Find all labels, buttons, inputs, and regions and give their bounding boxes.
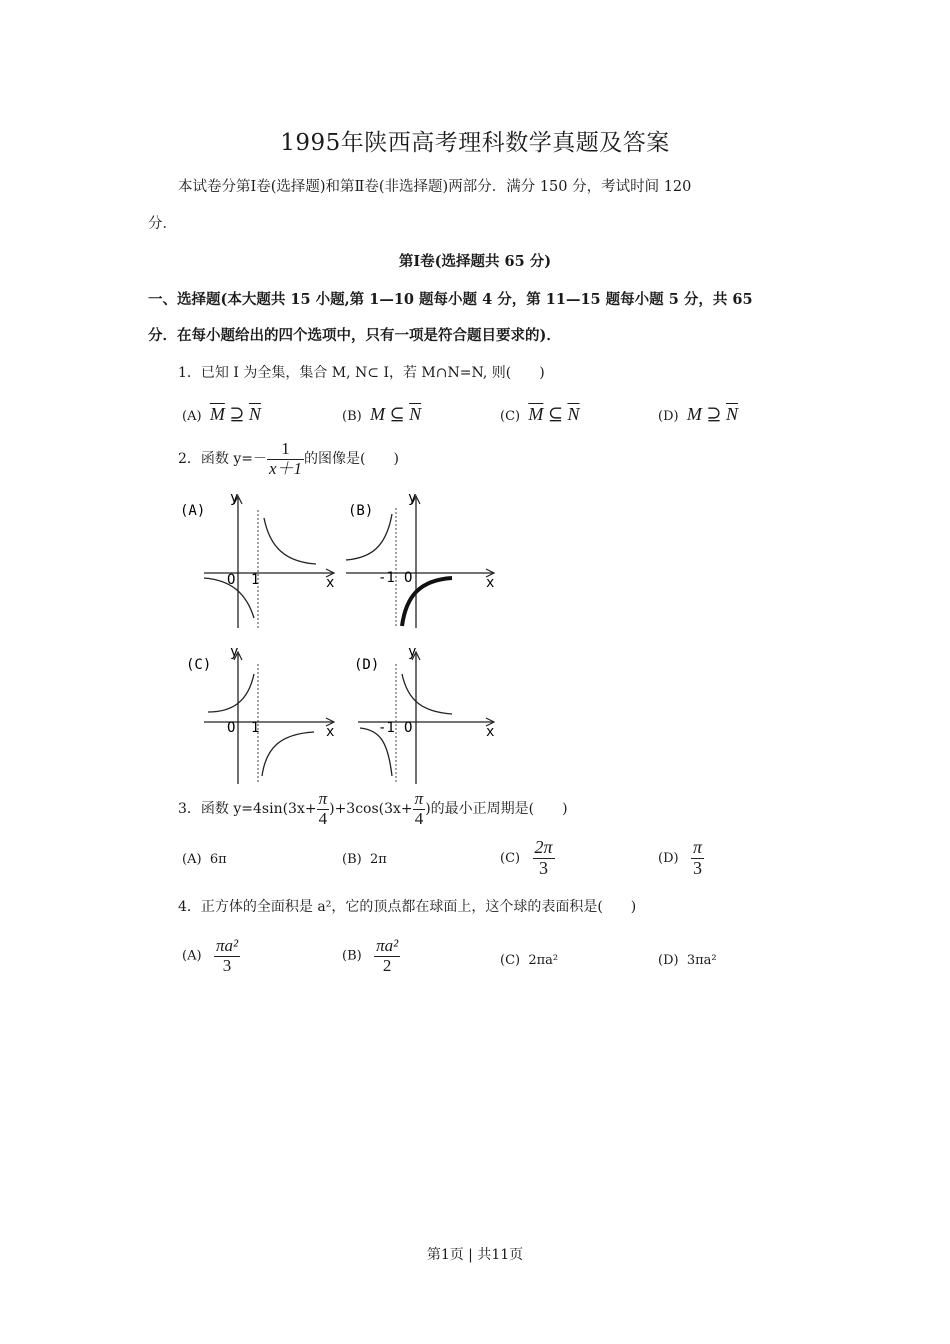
option-label: (A) [182,409,202,424]
intro-line-1: 本试卷分第Ⅰ卷(选择题)和第Ⅱ卷(非选择题)两部分．满分 150 分，考试时间 120 [178,179,692,195]
graph-c [174,644,344,788]
origin-label: O [227,572,236,588]
option-label: (B) [342,852,362,867]
q4-option-d [658,953,717,968]
option-rhs: $\overline{N}$ [725,404,738,424]
question-2-text [178,440,399,478]
graph-label: (B) [348,503,374,519]
fraction-numerator: 2π [534,837,553,857]
question-3-text [178,790,568,828]
x-axis-label: x [326,724,335,740]
q3-option-c [500,838,555,879]
fraction-numerator: π [414,789,424,808]
option-label: (C) [500,409,521,424]
origin-label: O [404,570,413,586]
option-label: (D) [658,953,679,968]
intro-line-2: 分． [148,216,177,232]
option-value: 3πa² [686,953,717,968]
x-axis-label: x [486,575,495,591]
q3-option-d [658,838,704,879]
graph-b [340,488,510,632]
graph-d [340,644,510,788]
fraction-numerator: 1 [267,440,304,460]
q2-prefix: 2．函数 y=－ [178,451,267,468]
option-value: 2π [369,852,387,867]
q3-option-b [342,852,387,867]
y-axis-label: y [408,644,417,660]
option-fraction [214,937,240,975]
fraction-numerator: πa² [215,936,239,955]
option-rhs: $\overline{N}$ [248,404,261,424]
q1-option-d [658,404,738,425]
x-axis-label: x [486,724,495,740]
curve-branch [262,732,314,776]
curve-branch [264,518,316,564]
q3-prefix: 3．函数 y=4sin(3x+ [178,801,317,818]
fraction-numerator: π [318,789,328,808]
option-lhs: M [686,404,702,424]
y-axis-label: y [408,490,417,506]
option-label: (A) [182,852,202,867]
option-value: 2πa² [528,953,559,968]
part1-heading: 第Ⅰ卷(选择题共 65 分) [398,253,552,270]
option-rhs: $\overline{N}$ [409,404,422,424]
option-op: ⊆ [543,404,568,424]
option-op: ⊇ [224,404,249,424]
fraction-denominator: 3 [539,857,549,878]
fraction-denominator: 2 [382,955,392,975]
page-title: 1995年陕西高考理科数学真题及答案 [280,130,670,156]
option-fraction [691,838,704,879]
question-4-text: 4．正方体的全面积是 a²，它的顶点都在球面上，这个球的表面积是( ) [178,899,637,915]
option-label: (C) [500,850,521,866]
y-axis-label: y [230,644,239,660]
fraction-denominator: x＋1 [269,458,303,478]
q3-fraction-1 [317,790,330,828]
curve-branch [208,674,254,712]
q4-option-a [182,937,240,975]
option-rhs: $\overline{N}$ [567,404,580,424]
x-axis-label: x [326,575,335,591]
tick-label: -1 [378,720,395,736]
fraction-denominator: 3 [222,955,232,975]
fraction-denominator: 4 [414,808,424,828]
fraction-denominator: 4 [318,808,328,828]
graph-label: (D) [354,657,380,673]
option-label: (D) [658,850,679,866]
curve-branch [346,514,392,560]
fraction-numerator: πa² [376,936,399,955]
q2-suffix: 的图像是( ) [304,451,399,468]
tick-label: -1 [378,570,395,586]
option-label: (B) [342,948,362,964]
option-label: (A) [182,948,202,964]
tick-label: 1 [251,572,260,588]
q3-option-a [182,852,227,867]
tick-label: 1 [251,720,260,736]
q4-option-c [500,953,558,968]
q2-fraction [267,440,304,478]
option-fraction [533,838,555,879]
option-lhs: M [369,404,385,424]
question-1-text: 1．已知 I 为全集，集合 M, N⊂ I，若 M∩N=N, 则( ) [178,365,545,381]
page-footer: 第1页 | 共11页 [426,1247,524,1263]
graph-label: (A) [180,503,206,519]
origin-label: O [404,720,413,736]
q4-option-b [342,937,400,975]
curve-branch [204,578,254,618]
q1-option-c [500,404,579,425]
option-value: 6π [209,852,227,867]
option-lhs: $\overline{M}$ [528,404,544,424]
option-label: (D) [658,409,679,424]
fraction-numerator: π [692,837,703,857]
fraction-denominator: 3 [693,857,702,878]
q3-suffix: )的最小正周期是( ) [425,801,568,818]
q3-fraction-2 [413,790,426,828]
option-lhs: $\overline{M}$ [209,404,225,424]
option-label: (C) [500,953,521,968]
option-fraction [374,937,400,975]
section-heading-line-1: 一、选择题(本大题共 15 小题,第 1—10 题每小题 4 分，第 11—15 题每小题 5 分，共 65 [148,291,753,308]
section-heading-line-2: 分．在每小题给出的四个选项中，只有一项是符合题目要求的)． [148,327,561,344]
q1-option-b [342,404,421,425]
curve-branch [402,674,452,714]
origin-label: O [227,720,236,736]
option-op: ⊆ [384,404,410,424]
option-op: ⊇ [701,404,726,424]
option-label: (B) [342,409,362,424]
y-axis-label: y [230,490,239,506]
q3-middle: )+3cos(3x+ [329,801,413,818]
graph-a [174,488,344,632]
q1-option-a [182,404,261,425]
graph-label: (C) [186,657,212,673]
